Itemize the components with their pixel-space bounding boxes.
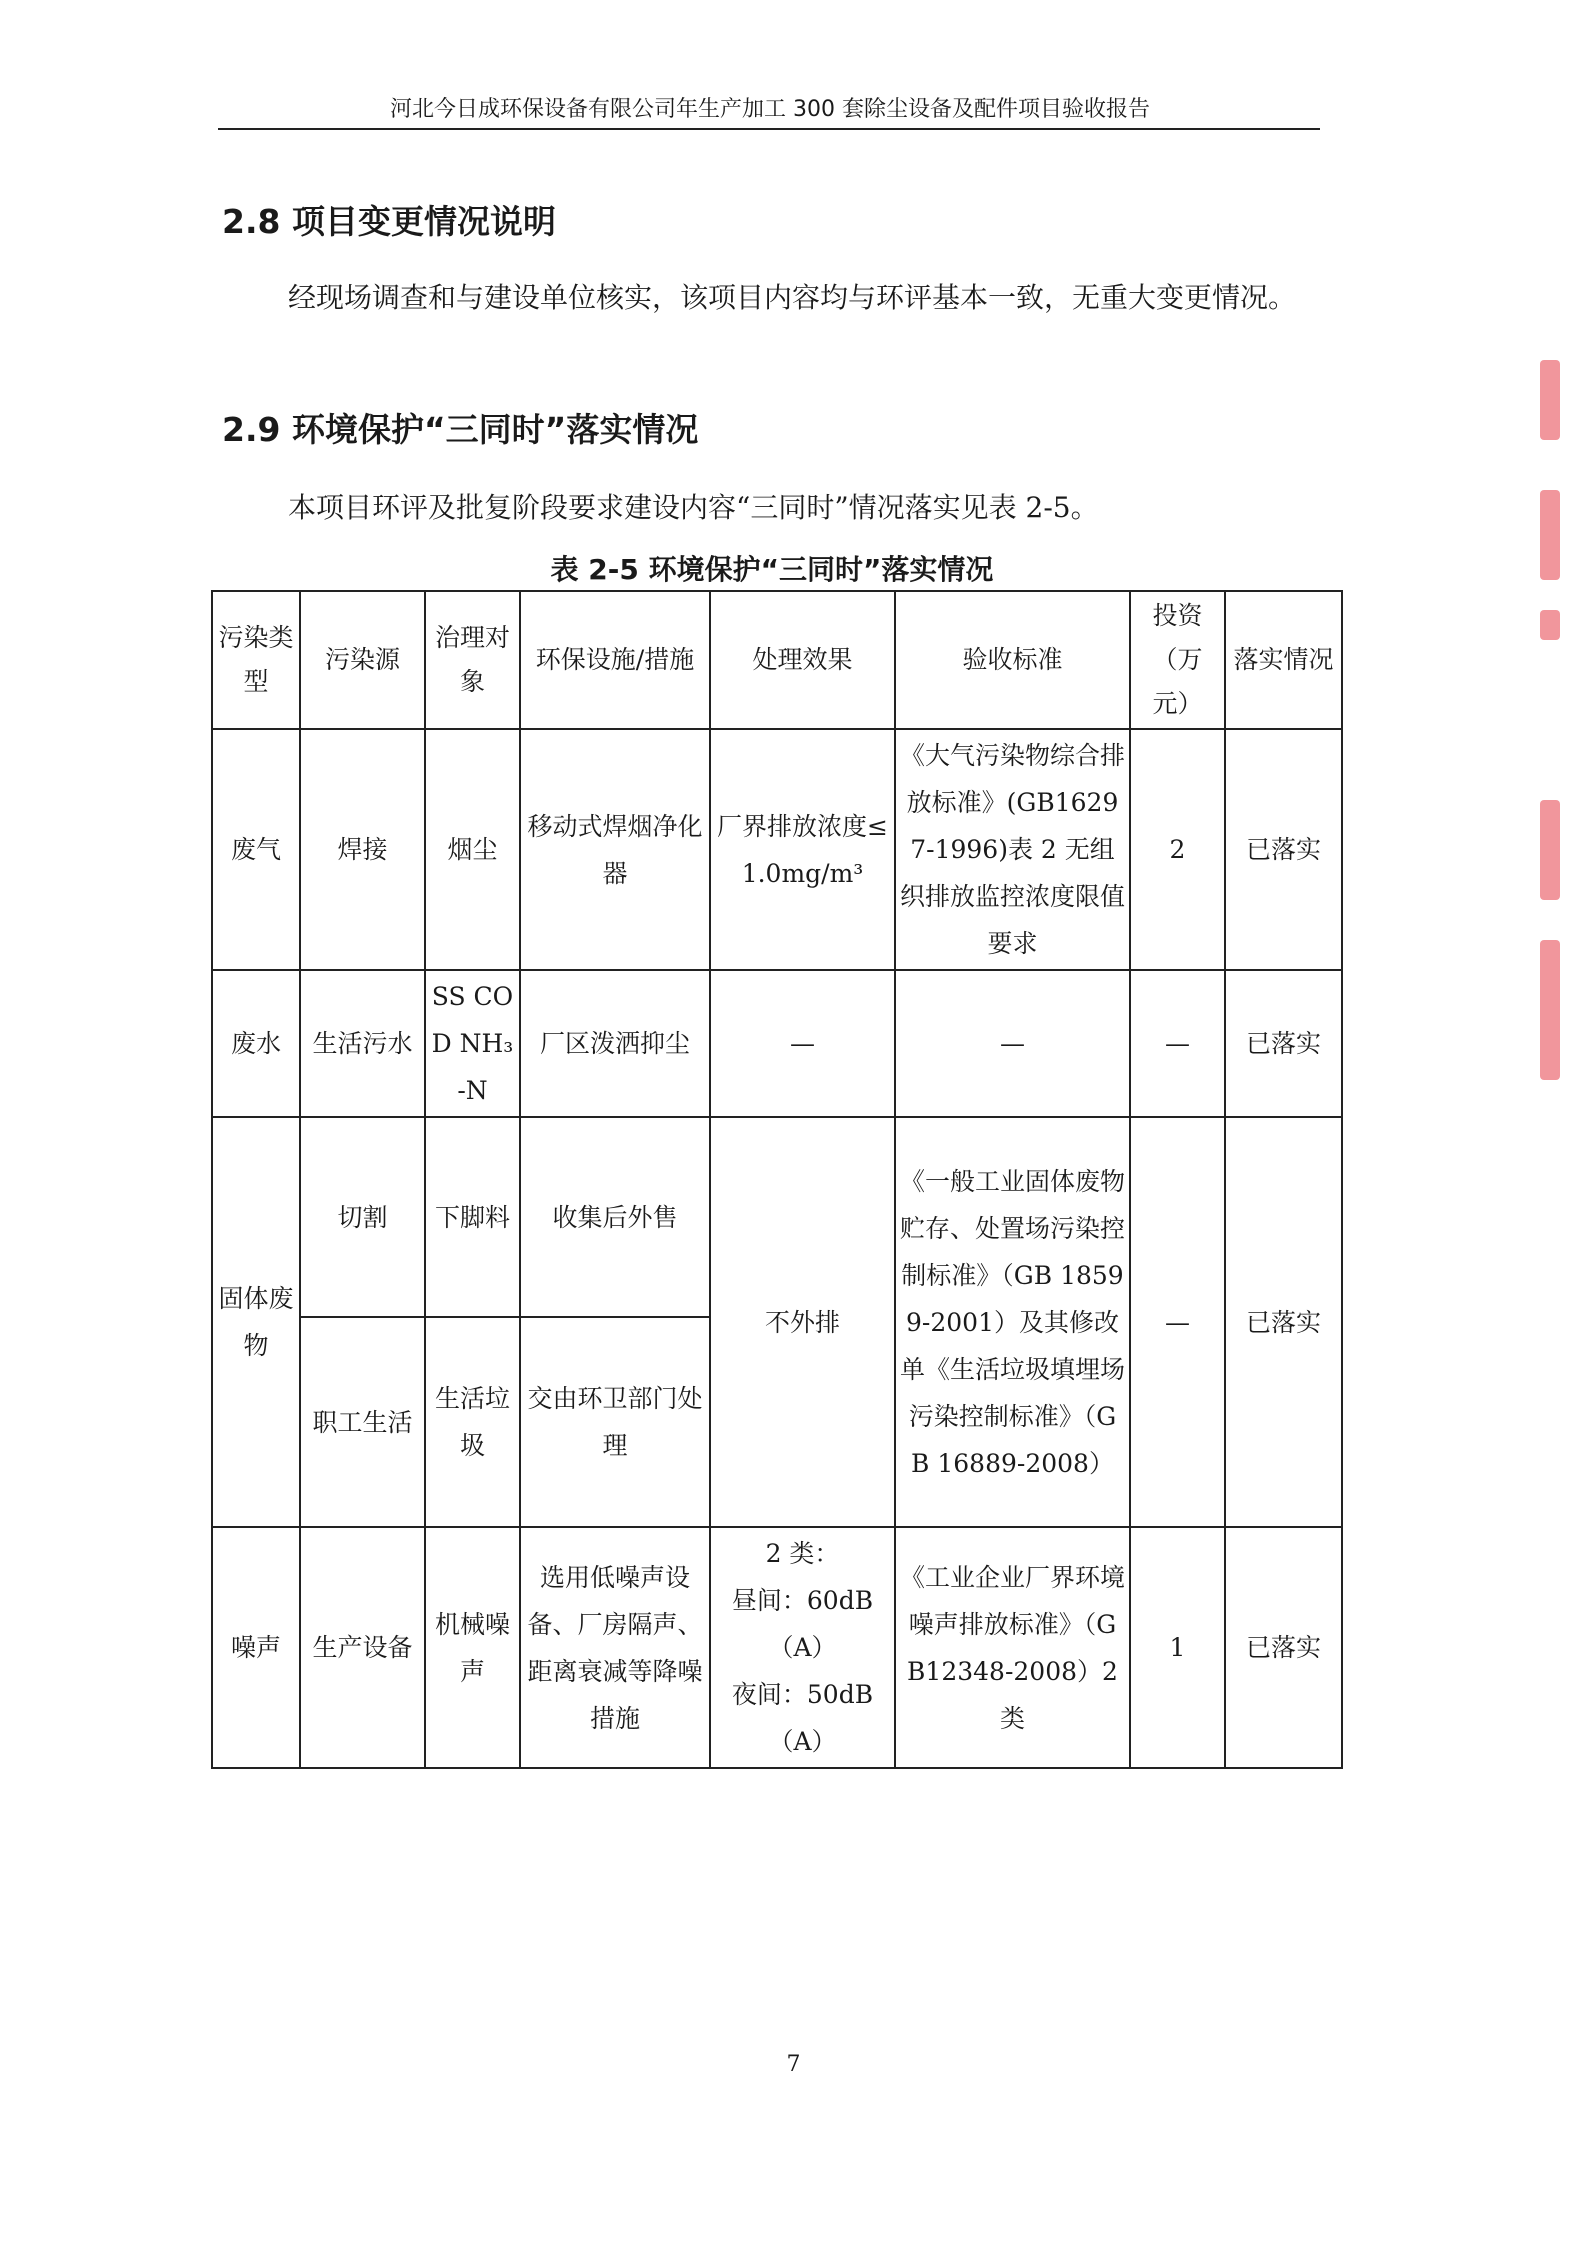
cell-source: 生活污水 bbox=[300, 970, 425, 1117]
header-status: 落实情况 bbox=[1225, 591, 1342, 729]
cell-target: 机械噪声 bbox=[425, 1527, 520, 1768]
header-treatment-target: 治理对象 bbox=[425, 591, 520, 729]
cell-investment: 1 bbox=[1130, 1527, 1225, 1768]
cell-standard: — bbox=[895, 970, 1130, 1117]
cell-source: 职工生活 bbox=[300, 1317, 425, 1527]
cell-effect: 不外排 bbox=[710, 1117, 895, 1527]
cell-status: 已落实 bbox=[1225, 970, 1342, 1117]
header-pollution-type: 污染类型 bbox=[212, 591, 300, 729]
header-pollution-source: 污染源 bbox=[300, 591, 425, 729]
cell-source: 生产设备 bbox=[300, 1527, 425, 1768]
cell-investment: — bbox=[1130, 1117, 1225, 1527]
cell-source: 切割 bbox=[300, 1117, 425, 1317]
seal-stamp-mark bbox=[1540, 360, 1560, 440]
page-header: 河北今日成环保设备有限公司年生产加工 300 套除尘设备及配件项目验收报告 bbox=[390, 97, 1150, 122]
three-simultaneous-table bbox=[211, 590, 1343, 1769]
header-effect: 处理效果 bbox=[710, 591, 895, 729]
table-header-row bbox=[212, 591, 1342, 729]
cell-type: 废水 bbox=[212, 970, 300, 1117]
header-standard: 验收标准 bbox=[895, 591, 1130, 729]
section-2-8-paragraph: 经现场调查和与建设单位核实，该项目内容均与环评基本一致，无重大变更情况。 bbox=[288, 281, 1297, 314]
seal-stamp-mark bbox=[1540, 800, 1560, 900]
cell-standard: 《大气污染物综合排放标准》(GB16297-1996)表 2 无组织排放监控浓度限值要求 bbox=[895, 729, 1130, 970]
section-2-9-heading: 2.9 环境保护“三同时”落实情况 bbox=[222, 410, 699, 449]
cell-target: 烟尘 bbox=[425, 729, 520, 970]
cell-type: 固体废物 bbox=[212, 1117, 300, 1527]
noise-class: 2 类： bbox=[765, 1539, 840, 1568]
header-investment: 投资（万元） bbox=[1130, 591, 1225, 729]
cell-source: 焊接 bbox=[300, 729, 425, 970]
section-2-9-paragraph: 本项目环评及批复阶段要求建设内容“三同时”情况落实见表 2-5。 bbox=[288, 491, 1099, 524]
seal-stamp-mark bbox=[1540, 610, 1560, 640]
cell-facility: 选用低噪声设备、厂房隔声、距离衰减等降噪措施 bbox=[520, 1527, 710, 1768]
seal-stamp-mark bbox=[1540, 490, 1560, 580]
cell-investment: 2 bbox=[1130, 729, 1225, 970]
table-row-noise bbox=[212, 1527, 1342, 1768]
page-number: 7 bbox=[786, 2052, 801, 2077]
cell-target: 生活垃圾 bbox=[425, 1317, 520, 1527]
header-rule bbox=[218, 128, 1320, 130]
cell-target: SS COD NH₃-N bbox=[425, 970, 520, 1117]
cell-standard: 《工业企业厂界环境噪声排放标准》（GB12348-2008）2 类 bbox=[895, 1527, 1130, 1768]
noise-night-limit: 夜间：50dB（A） bbox=[731, 1680, 874, 1756]
cell-investment: — bbox=[1130, 970, 1225, 1117]
table-caption: 表 2-5 环境保护“三同时”落实情况 bbox=[550, 553, 994, 586]
cell-type: 废气 bbox=[212, 729, 300, 970]
cell-facility: 厂区泼洒抑尘 bbox=[520, 970, 710, 1117]
cell-status: 已落实 bbox=[1225, 1117, 1342, 1527]
cell-effect: 厂界排放浓度≤1.0mg/m³ bbox=[710, 729, 895, 970]
cell-standard: 《一般工业固体废物贮存、处置场污染控制标准》（GB 18599-2001）及其修改单《生活垃圾填埋场污染控制标准》（GB 16889-2008） bbox=[895, 1117, 1130, 1527]
cell-target: 下脚料 bbox=[425, 1117, 520, 1317]
seal-stamp-mark bbox=[1540, 940, 1560, 1080]
section-2-8-heading: 2.8 项目变更情况说明 bbox=[222, 202, 556, 241]
cell-effect: — bbox=[710, 970, 895, 1117]
cell-facility: 移动式焊烟净化器 bbox=[520, 729, 710, 970]
cell-type: 噪声 bbox=[212, 1527, 300, 1768]
cell-status: 已落实 bbox=[1225, 1527, 1342, 1768]
header-facility: 环保设施/措施 bbox=[520, 591, 710, 729]
cell-status: 已落实 bbox=[1225, 729, 1342, 970]
table-row-solid-waste-1 bbox=[212, 1117, 1342, 1317]
noise-day-limit: 昼间：60dB（A） bbox=[731, 1586, 874, 1662]
cell-facility: 收集后外售 bbox=[520, 1117, 710, 1317]
table-row-waste-gas bbox=[212, 729, 1342, 970]
cell-effect bbox=[710, 1527, 895, 1768]
cell-facility: 交由环卫部门处理 bbox=[520, 1317, 710, 1527]
table-row-waste-water bbox=[212, 970, 1342, 1117]
